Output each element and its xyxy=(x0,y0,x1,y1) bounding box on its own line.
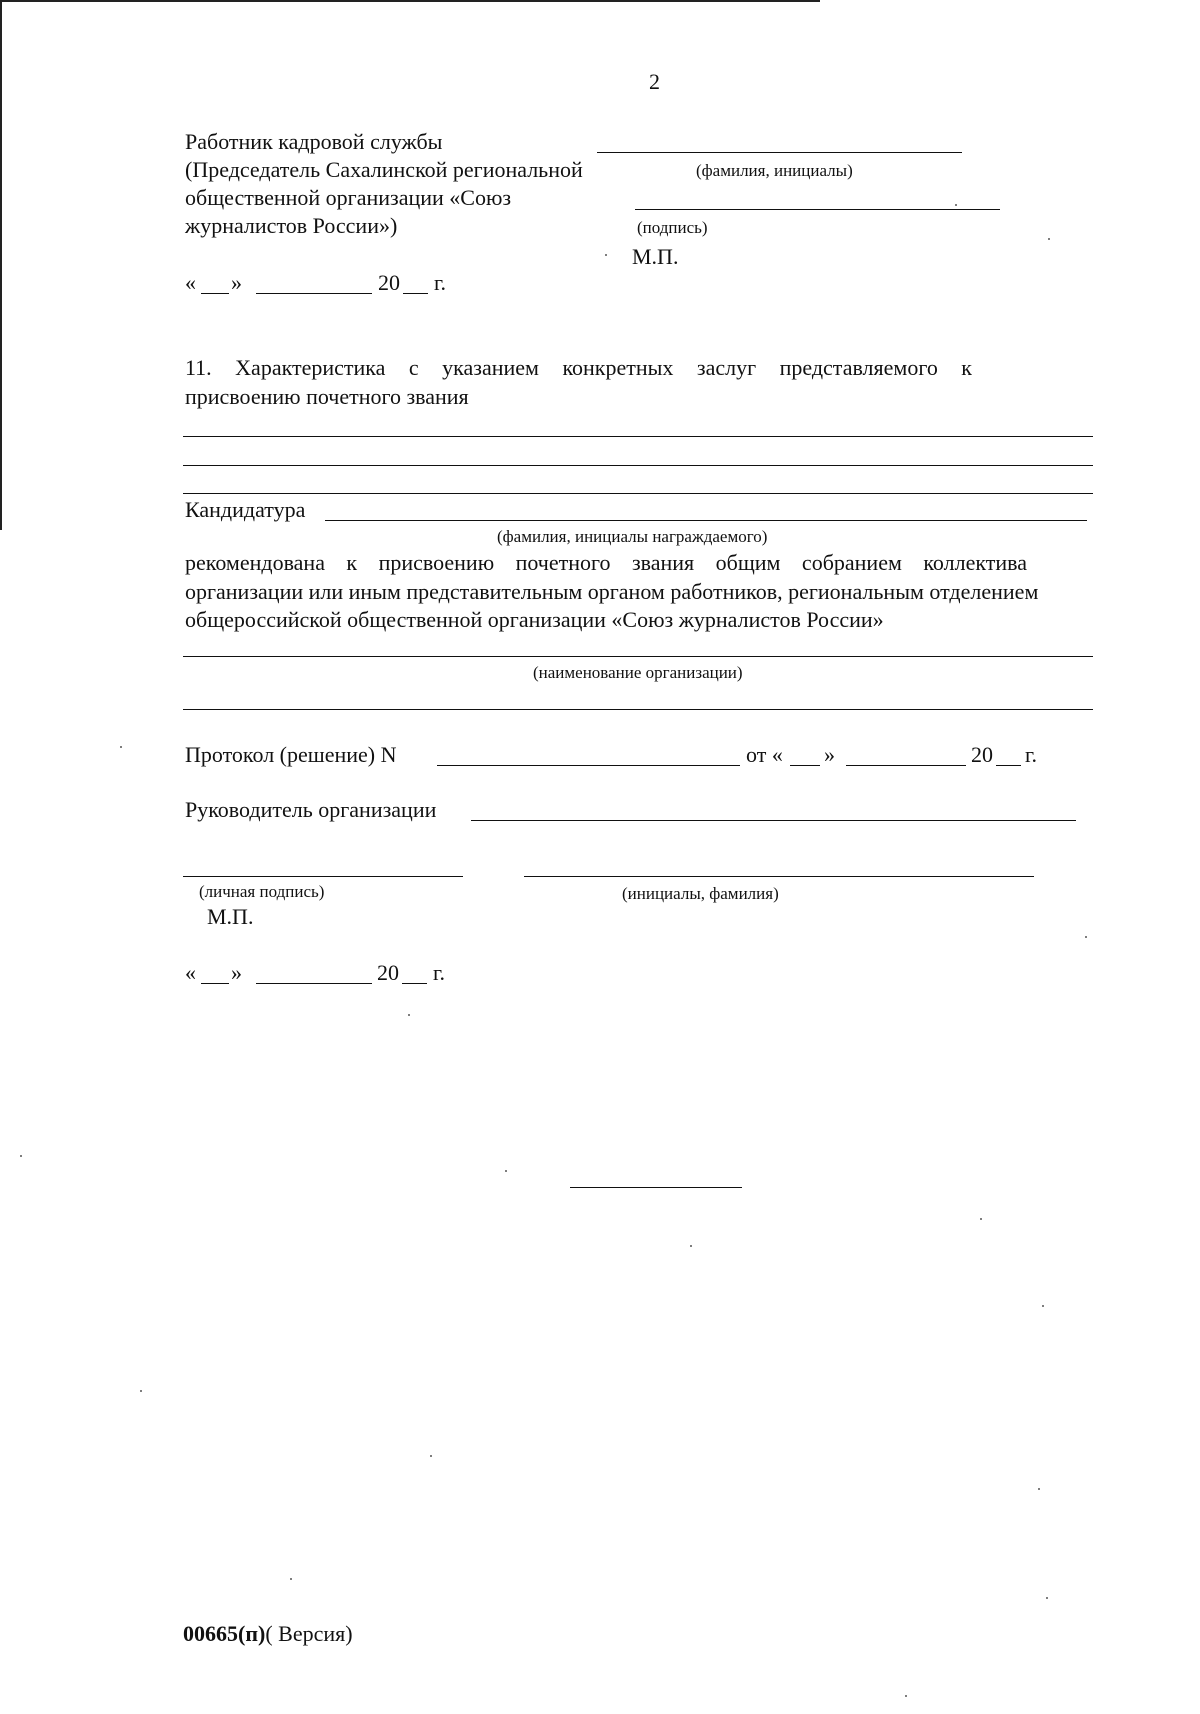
organization-field-2[interactable] xyxy=(183,709,1093,710)
scan-speck xyxy=(905,1695,907,1697)
candidacy-label: Кандидатура xyxy=(185,497,306,522)
head-signature-field[interactable] xyxy=(183,876,463,877)
head-field[interactable] xyxy=(471,820,1076,821)
scan-speck xyxy=(955,204,957,206)
scan-speck xyxy=(690,1245,692,1247)
page-number: 2 xyxy=(649,69,660,94)
organization-field[interactable] xyxy=(183,656,1093,657)
scan-speck xyxy=(140,1390,142,1392)
scan-speck xyxy=(605,254,607,256)
footer-version: ( Версия) xyxy=(265,1621,353,1646)
protocol-close: » xyxy=(824,742,835,767)
hr-title-line4: журналистов России») xyxy=(185,213,398,238)
scan-speck xyxy=(430,1455,432,1457)
candidacy-text-line2: организации или иным представительным органом работников, региональным отделением xyxy=(185,579,1039,604)
hr-date-day-field[interactable] xyxy=(201,293,229,294)
scan-speck xyxy=(408,1014,410,1016)
hr-name-caption: (фамилия, инициалы) xyxy=(696,161,853,180)
scan-speck xyxy=(120,746,122,748)
head-date-month-field[interactable] xyxy=(256,983,372,984)
scan-speck xyxy=(1046,1597,1048,1599)
footer-code-number: 00665(п) xyxy=(183,1621,266,1646)
head-name-caption: (инициалы, фамилия) xyxy=(622,884,779,903)
candidacy-text-line1: рекомендована к присвоению почетного звания общим собранием коллектива xyxy=(185,550,1027,575)
candidacy-text-line3: общероссийской общественной организации «Союз журналистов России» xyxy=(185,607,884,632)
hr-date-suffix: г. xyxy=(434,270,447,295)
head-date-day-field[interactable] xyxy=(201,983,229,984)
head-date-year: 20 xyxy=(377,960,399,985)
head-date-open: « xyxy=(185,960,196,985)
scan-speck xyxy=(1048,238,1050,240)
protocol-from: от « xyxy=(746,742,783,767)
protocol-year-field[interactable] xyxy=(996,765,1021,766)
hr-date-open: « xyxy=(185,270,196,295)
protocol-suffix: г. xyxy=(1025,742,1038,767)
characteristic-line-1[interactable] xyxy=(183,436,1093,437)
hr-date-close: » xyxy=(231,270,242,295)
head-date-suffix: г. xyxy=(433,960,446,985)
scan-speck xyxy=(505,1170,507,1172)
scan-top-edge xyxy=(0,0,820,2)
candidacy-caption: (фамилия, инициалы награждаемого) xyxy=(497,527,768,546)
head-label: Руководитель организации xyxy=(185,797,437,822)
hr-signature-caption: (подпись) xyxy=(637,218,708,237)
head-date-year-field[interactable] xyxy=(402,983,427,984)
hr-title-line2: (Председатель Сахалинской региональной xyxy=(185,157,583,182)
scan-speck xyxy=(1038,1488,1040,1490)
head-stamp-label: М.П. xyxy=(207,904,254,929)
hr-date-year: 20 xyxy=(378,270,400,295)
scan-speck xyxy=(1085,936,1087,938)
scan-speck xyxy=(980,1218,982,1220)
characteristic-line-3[interactable] xyxy=(183,493,1093,494)
hr-stamp-label: М.П. xyxy=(632,244,679,269)
hr-signature-field[interactable] xyxy=(635,209,1000,210)
hr-title-line3: общественной организации «Союз xyxy=(185,185,512,210)
footer-code xyxy=(183,1620,353,1648)
hr-title-line1: Работник кадровой службы xyxy=(185,129,443,154)
head-name-field[interactable] xyxy=(524,876,1034,877)
hr-date-year-field[interactable] xyxy=(403,293,428,294)
organization-caption: (наименование организации) xyxy=(533,663,743,682)
head-date-close: » xyxy=(231,960,242,985)
section11-line2: присвоению почетного звания xyxy=(185,384,469,409)
hr-name-field[interactable] xyxy=(597,152,962,153)
characteristic-line-2[interactable] xyxy=(183,465,1093,466)
head-signature-caption: (личная подпись) xyxy=(199,882,325,901)
end-separator xyxy=(570,1187,742,1188)
protocol-year: 20 xyxy=(971,742,993,767)
protocol-label: Протокол (решение) N xyxy=(185,742,397,767)
candidacy-name-field[interactable] xyxy=(325,520,1087,521)
scan-speck xyxy=(290,1578,292,1580)
protocol-day-field[interactable] xyxy=(790,765,820,766)
section11-line1: 11. Характеристика с указанием конкретных заслуг представляемого к xyxy=(185,355,972,380)
scan-left-edge xyxy=(0,0,2,530)
protocol-number-field[interactable] xyxy=(437,765,740,766)
scan-speck xyxy=(1042,1305,1044,1307)
protocol-month-field[interactable] xyxy=(846,765,966,766)
hr-date-month-field[interactable] xyxy=(256,293,372,294)
scan-speck xyxy=(20,1155,22,1157)
